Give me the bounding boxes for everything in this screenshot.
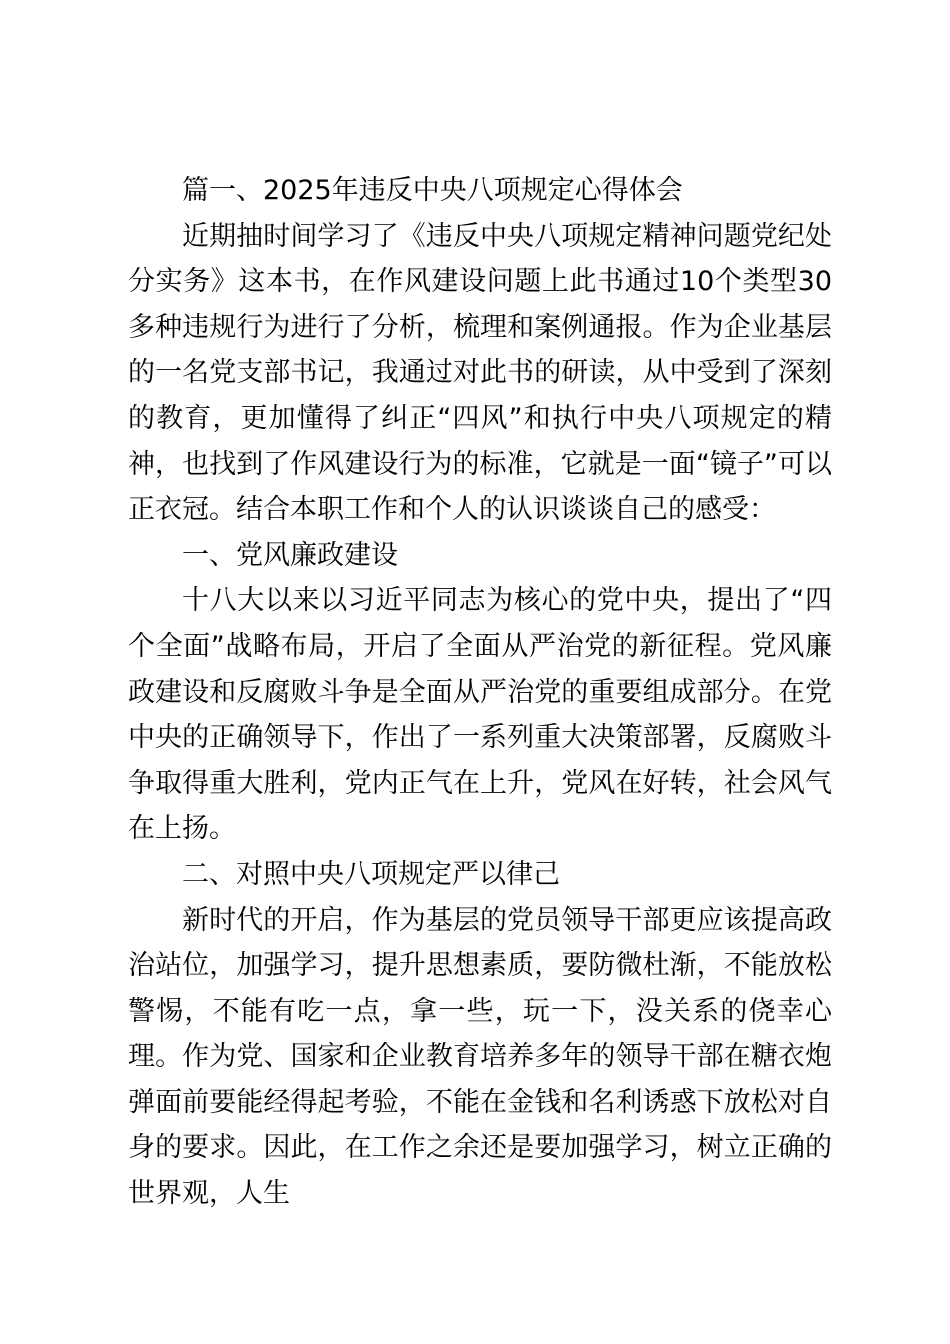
section-heading-1: 一、党风廉政建设 — [182, 539, 398, 571]
paragraph-section-1: 十八大以来以习近平同志为核心的党中央，提出了“四个全面”战略布局，开启了全面从严治党的新征程。党风廉政建设和反腐败斗争是全面从严治党的重要组成部分。在党中央的正确领导下，作出了一系列重大决策部署，反腐败斗争取得重大胜利，党内正气在上升，党风在好转，社会风气在上扬。 — [128, 585, 832, 845]
paragraph-intro: 近期抽时间学习了《违反中央八项规定精神问题党纪处分实务》这本书，在作风建设问题上此书通过10个类型30多种违规行为进行了分析，梳理和案例通报。作为企业基层的一名党支部书记，我通过对此书的研读，从中受到了深刻的教育，更加懂得了纠正“四风”和执行中央八项规定的精神，也找到了作风建设行为的标准，它就是一面“镜子”可以正衣冠。结合本职工作和个人的认识谈谈自己的感受： — [128, 220, 832, 526]
paragraph-section-2: 新时代的开启，作为基层的党员领导干部更应该提高政治站位，加强学习，提升思想素质，要防微杜渐，不能放松警惕，不能有吃一点，拿一些，玩一下，没关系的侥幸心理。作为党、国家和企业教育培养多年的领导干部在糖衣炮弹面前要能经得起考验，不能在金钱和名利诱惑下放松对自身的要求。因此，在工作之余还是要加强学习，树立正确的世界观，人生 — [128, 904, 832, 1210]
section-heading-2: 二、对照中央八项规定严以律己 — [182, 858, 560, 890]
document-title: 篇一、2025年违反中央八项规定心得体会 — [182, 175, 683, 206]
document-body — [128, 168, 832, 1217]
